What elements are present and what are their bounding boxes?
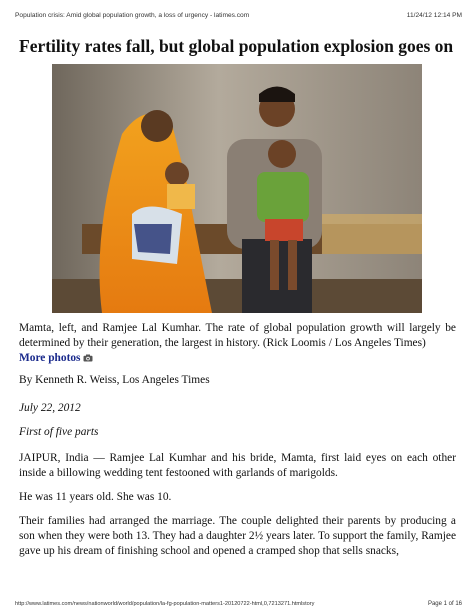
more-photos-label: More photos (19, 352, 81, 364)
body-paragraph: He was 11 years old. She was 10. (19, 491, 172, 503)
body-paragraph: Their families had arranged the marriage. The couple delighted their parents by producing a son when they were both 13. They had a daughter 2½ years later. To support the family, Ramjee gave up his dream of finishing school and opened a cramped shop that sells snacks, (19, 515, 456, 557)
article-photo (52, 64, 422, 313)
photo-caption-block (19, 321, 456, 367)
article-date: July 22, 2012 (19, 402, 81, 414)
page-indicator: Page 1 of 16 (427, 601, 462, 607)
body-paragraph: JAIPUR, India — Ramjee Lal Kumhar and his bride, Mamta, first laid eyes on each other inside a billowing wedding tent festooned with garlands of marigolds. (19, 452, 456, 479)
print-header (15, 12, 462, 22)
print-footer (15, 601, 462, 610)
byline: By Kenneth R. Weiss, Los Angeles Times (19, 374, 210, 386)
series-note: First of five parts (19, 426, 99, 438)
page-title-header: Population crisis: Amid global population growth, a loss of urgency - latimes.com (15, 12, 250, 19)
more-photos-link[interactable] (19, 352, 93, 364)
article-headline: Fertility rates fall, but global population explosion goes on (19, 36, 454, 56)
camera-icon (83, 352, 93, 367)
footer-url: http://www.latimes.com/news/nationworld/world/population/la-fg-population-matters1-20120722-html,0,7213271.htmlstory (15, 601, 315, 607)
print-datetime: 11/24/12 12:14 PM (406, 12, 462, 19)
photo-caption: Mamta, left, and Ramjee Lal Kumhar. The rate of global population growth will largely be determined by their generation, the largest in history. (Rick Loomis / Los Angeles Times) (19, 322, 456, 349)
